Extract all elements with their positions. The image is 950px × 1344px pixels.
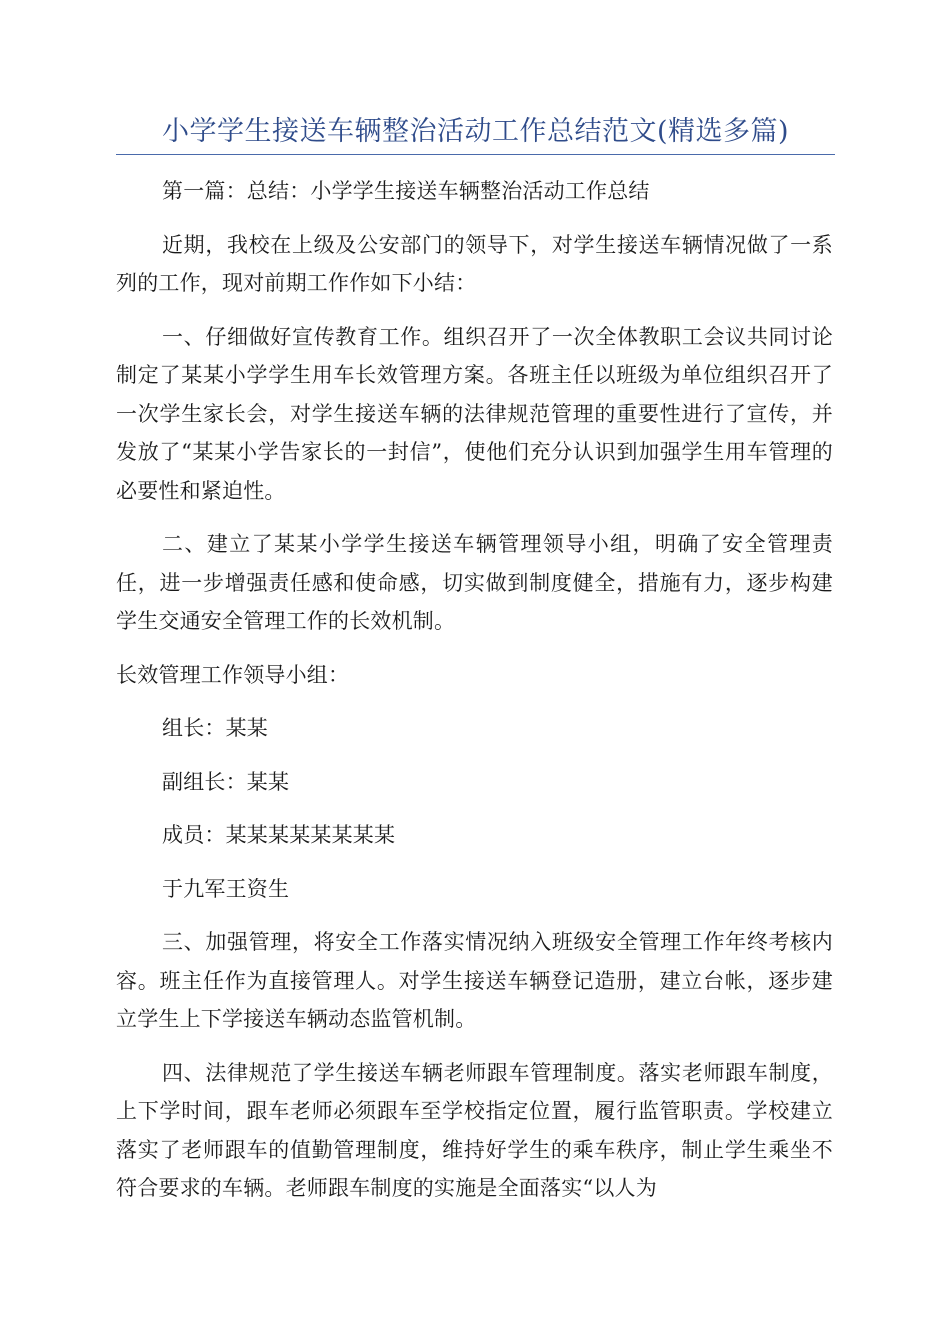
group-leader-line: 组长：某某: [162, 716, 268, 740]
intro-paragraph: 近期，我校在上级及公安部门的领导下，对学生接送车辆情况做了一系列的工作，现对前期工作作如下小结：: [116, 232, 833, 295]
document-body: [116, 172, 833, 1223]
section-1-paragraph: 一、仔细做好宣传教育工作。组织召开了一次全体教职工会议共同讨论制定了某某小学学生用车长效管理方案。各班主任以班级为单位组织召开了一次学生家长会，对学生接送车辆的法律规范管理的重要性进行了宣传，并发放了“某某小学告家长的一封信”，使他们充分认识到加强学生用车管理的必要性和紧迫性。: [116, 324, 833, 503]
chapter-heading: 第一篇：总结：小学学生接送车辆整治活动工作总结: [162, 179, 650, 203]
members-line: 成员：某某某某某某某某: [162, 823, 396, 847]
section-4-paragraph: 四、法律规范了学生接送车辆老师跟车管理制度。落实老师跟车制度，上下学时间，跟车老师必须跟车至学校指定位置，履行监管职责。学校建立落实了老师跟车的值勤管理制度，维持好学生的乘车秩序，制止学生乘坐不符合要求的车辆。老师跟车制度的实施是全面落实“以人为: [116, 1060, 833, 1200]
leadership-group-heading: 长效管理工作领导小组：: [116, 662, 350, 687]
title-underline: [116, 154, 835, 155]
members-names-line: 于九军王资生: [162, 876, 290, 901]
document-title: 小学学生接送车辆整治活动工作总结范文(精选多篇): [161, 116, 790, 147]
deputy-leader-line: 副组长：某某: [162, 769, 290, 794]
section-2-paragraph: 二、建立了某某小学学生接送车辆管理领导小组，明确了安全管理责任，进一步增强责任感和使命感，切实做到制度健全，措施有力，逐步构建学生交通安全管理工作的长效机制。: [116, 532, 833, 633]
section-3-paragraph: 三、加强管理，将安全工作落实情况纳入班级安全管理工作年终考核内容。班主任作为直接管理人。对学生接送车辆登记造册，建立台帐，逐步建立学生上下学接送车辆动态监管机制。: [116, 930, 833, 1031]
